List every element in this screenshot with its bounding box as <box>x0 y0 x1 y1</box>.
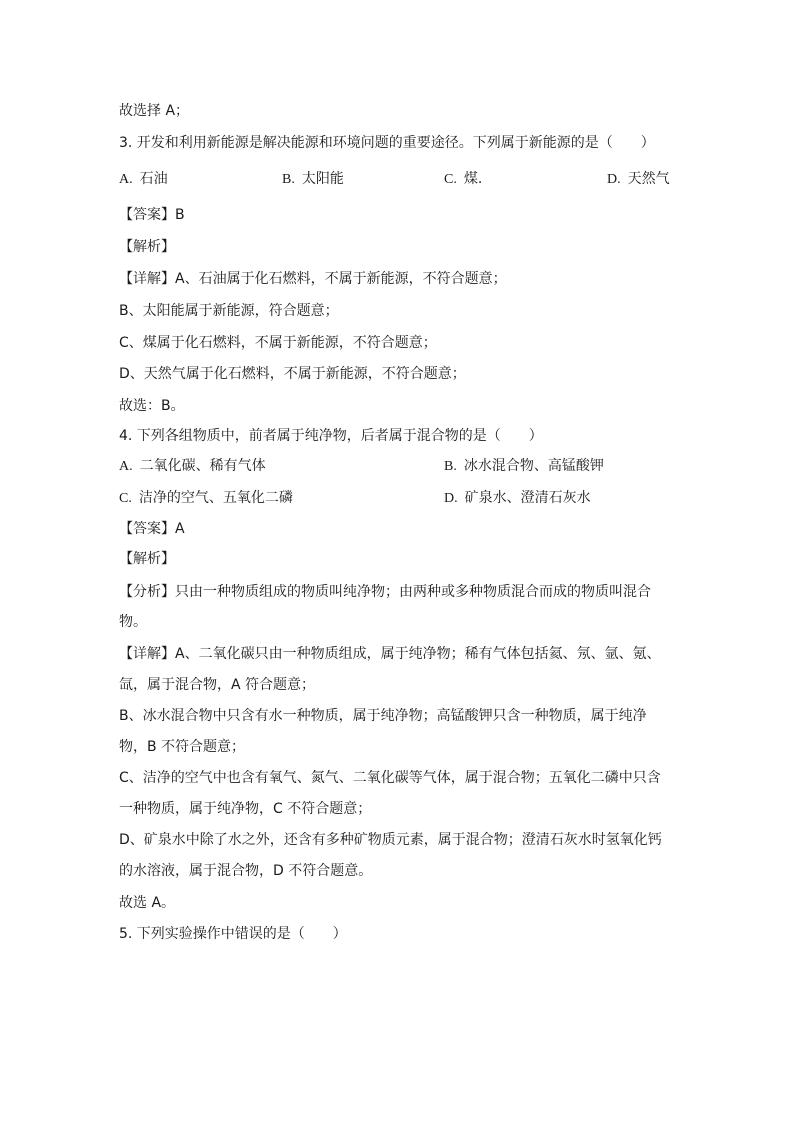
q4-option-b <box>444 456 604 477</box>
q3-option-a <box>119 169 168 190</box>
option-letter: B. <box>282 172 295 187</box>
analysis-heading: 【解析】 <box>119 239 175 255</box>
text-line: 故选择 A； <box>119 103 190 119</box>
text-line: C、洁净的空气中也含有氧气、氮气、二氧化碳等气体，属于混合物；五氧化二磷中只含 <box>119 770 661 786</box>
text-line: 氙，属于混合物，A 符合题意； <box>119 677 316 693</box>
q4-option-d <box>444 488 591 509</box>
question-4-stem: 4. 下列各组物质中，前者属于纯净物，后者属于混合物的是（ ） <box>119 428 543 444</box>
text-line: D、矿泉水中除了水之外，还含有多种矿物质元素，属于混合物；澄清石灰水时氢氧化钙 <box>119 832 662 848</box>
option-letter: A. <box>119 459 133 474</box>
q4-option-c <box>119 488 293 509</box>
answer-line: 【答案】B <box>119 207 185 223</box>
option-text: 冰水混合物、高锰酸钾 <box>463 458 604 474</box>
analysis-heading: 【解析】 <box>119 551 175 567</box>
option-text: 矿泉水、澄清石灰水 <box>464 490 591 506</box>
text-line: B、冰水混合物中只含有水一种物质，属于纯净物；高锰酸钾只含一种物质，属于纯净 <box>119 708 647 724</box>
option-letter: C. <box>119 491 132 506</box>
text-line: 【详解】A、石油属于化石燃料，不属于新能源，不符合题意； <box>119 271 507 287</box>
option-letter: A. <box>119 172 133 187</box>
question-5-stem: 5. 下列实验操作中错误的是（ ） <box>119 926 347 942</box>
q3-option-d <box>607 169 670 190</box>
option-text: 洁净的空气、五氧化二磷 <box>138 490 293 506</box>
question-3-stem: 3. 开发和利用新能源是解决能源和环境问题的重要途径。下列属于新能源的是（ ） <box>119 135 655 151</box>
text-line: 故选 A。 <box>119 895 176 911</box>
text-line: C、煤属于化石燃料，不属于新能源，不符合题意； <box>119 335 437 351</box>
text-line: 【详解】A、二氧化碳只由一种物质组成，属于纯净物；稀有气体包括氦、氖、氩、氪、 <box>119 646 661 662</box>
answer-line: 【答案】A <box>119 521 185 537</box>
q4-option-a <box>119 456 266 477</box>
q3-option-c <box>444 169 482 190</box>
text-line: 故选：B。 <box>119 398 185 414</box>
text-line: 一种物质，属于纯净物，C 不符合题意； <box>119 801 372 817</box>
option-text: 太阳能 <box>301 171 344 187</box>
q3-option-b <box>282 169 344 190</box>
text-line: 物，B 不符合题意； <box>119 739 246 755</box>
option-text: 石油 <box>139 171 168 187</box>
option-letter: D. <box>444 491 458 506</box>
option-letter: C. <box>444 172 457 187</box>
option-text: 二氧化碳、稀有气体 <box>139 458 266 474</box>
option-text: 天然气 <box>627 171 670 187</box>
text-line: 【分析】只由一种物质组成的物质叫纯净物；由两种或多种物质混合而成的物质叫混合 <box>119 584 651 600</box>
option-letter: B. <box>444 459 457 474</box>
text-line: D、天然气属于化石燃料，不属于新能源，不符合题意； <box>119 366 466 382</box>
text-line: B、太阳能属于新能源，符合题意； <box>119 303 339 319</box>
option-letter: D. <box>607 172 621 187</box>
text-line: 物。 <box>119 614 147 630</box>
text-line: 的水溶液，属于混合物，D 不符合题意。 <box>119 863 373 879</box>
option-text: 煤. <box>463 171 483 187</box>
